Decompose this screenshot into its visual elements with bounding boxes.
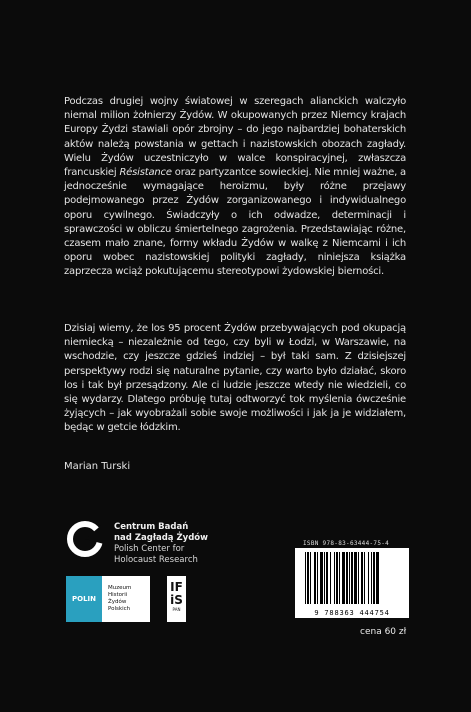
centrum-line-1: Centrum Badań [114, 522, 189, 532]
quote-author: Marian Turski [64, 461, 131, 472]
ifis-pan-logo [167, 576, 186, 622]
polin-mark: POLIN [66, 576, 102, 622]
ifis-top: IF [170, 580, 183, 594]
polin-name-line: Żydów [108, 599, 127, 605]
barcode-bars-icon [305, 552, 399, 604]
ifis-mid: iS [170, 593, 183, 607]
polin-name-line: Historii [108, 592, 128, 598]
isbn-label: ISBN 978-83-63444-75-4 [303, 540, 390, 547]
barcode [295, 548, 409, 618]
price-label: cena 60 zł [360, 627, 407, 637]
quote-paragraph: Dzisiaj wiemy, że los 95 procent Żydów przebywających pod okupacją niemiecką – niezależnie od tego, czy byli w Łodzi, w Warszawie, na wschodzie, czy jeszcze gdzieś indziej – był taki sam. Z dzisiejszej perspektywy rodzi się naturalne pytanie, czy warto było działać, skoro los i tak był przesądzony. Ale ci ludzie jeszcze wtedy nie wiedzieli, co się wydarzy. Dlatego próbuję tutaj odtworzyć tok myślenia ówcześnie żyjących – jak wyobrażali sobie swoje możliwości i jak ja je widziałem, będąc w getcie łódzkim. [64, 323, 406, 434]
polin-logo [66, 576, 150, 622]
centrum-line-4: Holocaust Research [114, 555, 198, 565]
polin-name-line: Muzeum [108, 585, 132, 591]
barcode-number: 9 788363 444754 [314, 609, 390, 617]
polin-museum-name [102, 585, 131, 613]
ifis-pan-label: PAN [172, 607, 181, 612]
centrum-line-2: nad Zagładą Żydów [114, 533, 208, 543]
description-paragraph: Podczas drugiej wojny światowej w szeregach alianckich walczyło niemal milion żołnierzy Żydów. W okupowanych przez Niemcy krajach Europy Żydzi stawiali opór zbrojny – do jego najbardziej bohaterskich aktów należą powstania w gettach i nazistowskich obozach zagłady. Wielu Żydów uczestniczyło w walce konspiracyjnej, zwłaszcza francuskiej Résistance oraz partyzantce sowieckiej. Nie mniej ważne, a jednocześnie wymagające heroizmu, były różne przejawy podejmowanego przez Żydów zorganizowanego i indywidualnego oporu cywilnego. Świadczyły o ich odwadze, determinacji i sprawczości w obliczu śmiertelnego zagrożenia. Przedstawiając różne, czasem mało znane, formy wkładu Żydów w walkę z Niemcami i ich oporu wobec nazistowskiej polityki zagłady, niniejsza książka zaprzecza wciąż pokutującemu stereotypowi żydowskiej bierności. [64, 96, 406, 278]
centrum-line-3: Polish Center for [114, 544, 185, 554]
polin-name-line: Polskich [108, 606, 131, 612]
centrum-badan-name [114, 522, 208, 566]
centrum-badan-logo-icon [66, 520, 104, 558]
